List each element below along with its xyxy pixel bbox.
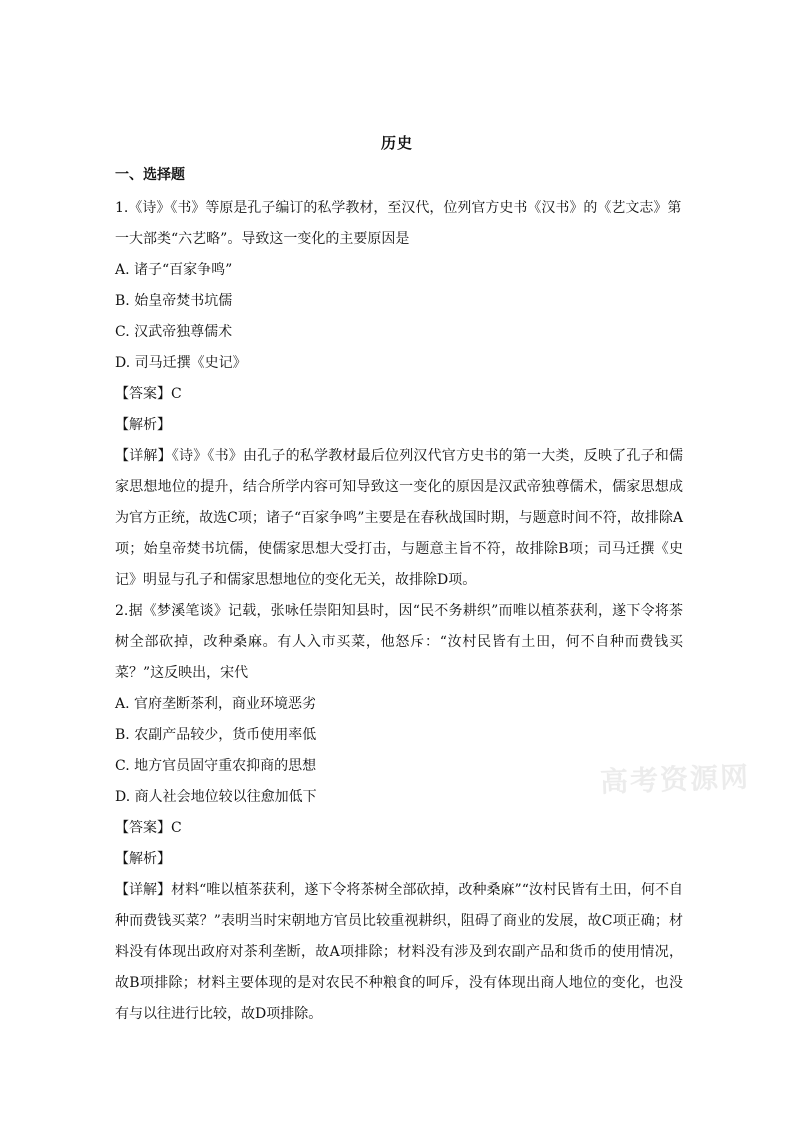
detail-label: 【详解】 [115,882,172,898]
analysis-label: 【解析】 [115,417,171,433]
option-c: C. 地方官员固守重农抑商的思想 [115,758,317,774]
detail-text: 材料“唯以植茶获利，遂下令将茶树全部砍掉，改种桑麻”“汝村民皆有土田，何不自种而费钱买菜？”表明当时宋朝地方官员比较重视耕织，阻碍了商业的发展，故C项正确；材料没有体现出政府对茶利垄断，故A项排除；材料没有涉及到农副产品和货币的使用情况，故B项排除；材料主要体现的是对农民不种粮食的呵斥，没有体现出商人地位的变化，也没有与以往进行比较，故D项排除。 [115,882,683,1022]
detail-paragraph [115,875,683,1030]
document-body [115,193,683,1030]
document-title: 历史 [380,134,413,152]
answer-label: 【答案】 [115,386,171,402]
option-b: B. 农副产品较少，货币使用率低 [115,727,317,743]
option-b: B. 始皇帝焚书坑儒 [115,293,233,309]
question-1 [115,193,683,596]
option-c: C. 汉武帝独尊儒术 [115,324,233,340]
detail-label: 【详解】 [115,448,172,464]
watermark: 高考资源网 [599,760,751,799]
answer-value: C [171,820,182,836]
question-stem: 1.《诗》《书》等原是孔子编订的私学教材，至汉代，位列官方史书《汉书》的《艺文志》第 [115,200,682,216]
option-a: A. 诸子“百家争鸣” [115,262,233,278]
analysis-label: 【解析】 [115,851,171,867]
question-stem: 2.据《梦溪笔谈》记载，张咏任崇阳知县时，因“民不务耕织”而唯以植茶获利，遂下令将茶树全部砍掉，改种桑麻。有人入市买菜，他怒斥：“汝村民皆有土田，何不自种而费钱买菜？”这反映出，宋代 [115,603,683,681]
answer-value: C [171,386,182,402]
question-stem: 一大部类“六艺略”。导致这一变化的主要原因是 [115,231,410,247]
answer-line [115,379,683,410]
detail-paragraph [115,441,683,596]
option-d: D. 司马迁撰《史记》 [115,355,247,371]
option-d: D. 商人社会地位较以往愈加低下 [115,789,317,805]
answer-label: 【答案】 [115,820,171,836]
detail-text: 《诗》《书》由孔子的私学教材最后位列汉代官方史书的第一大类，反映了孔子和儒家思想地位的提升，结合所学内容可知导致这一变化的原因是汉武帝独尊儒术，儒家思想成为官方正统，故选C项；诸子“百家争鸣”主要是在春秋战国时期，与题意时间不符，故排除A项；始皇帝焚书坑儒，使儒家思想大受打击，与题意主旨不符，故排除B项；司马迁撰《史记》明显与孔子和儒家思想地位的变化无关，故排除D项。 [115,448,684,588]
option-a: A. 官府垄断茶利，商业环境恶劣 [115,696,317,712]
section-heading: 一、选择题 [115,167,185,183]
answer-line [115,813,683,844]
question-2 [115,596,683,1030]
